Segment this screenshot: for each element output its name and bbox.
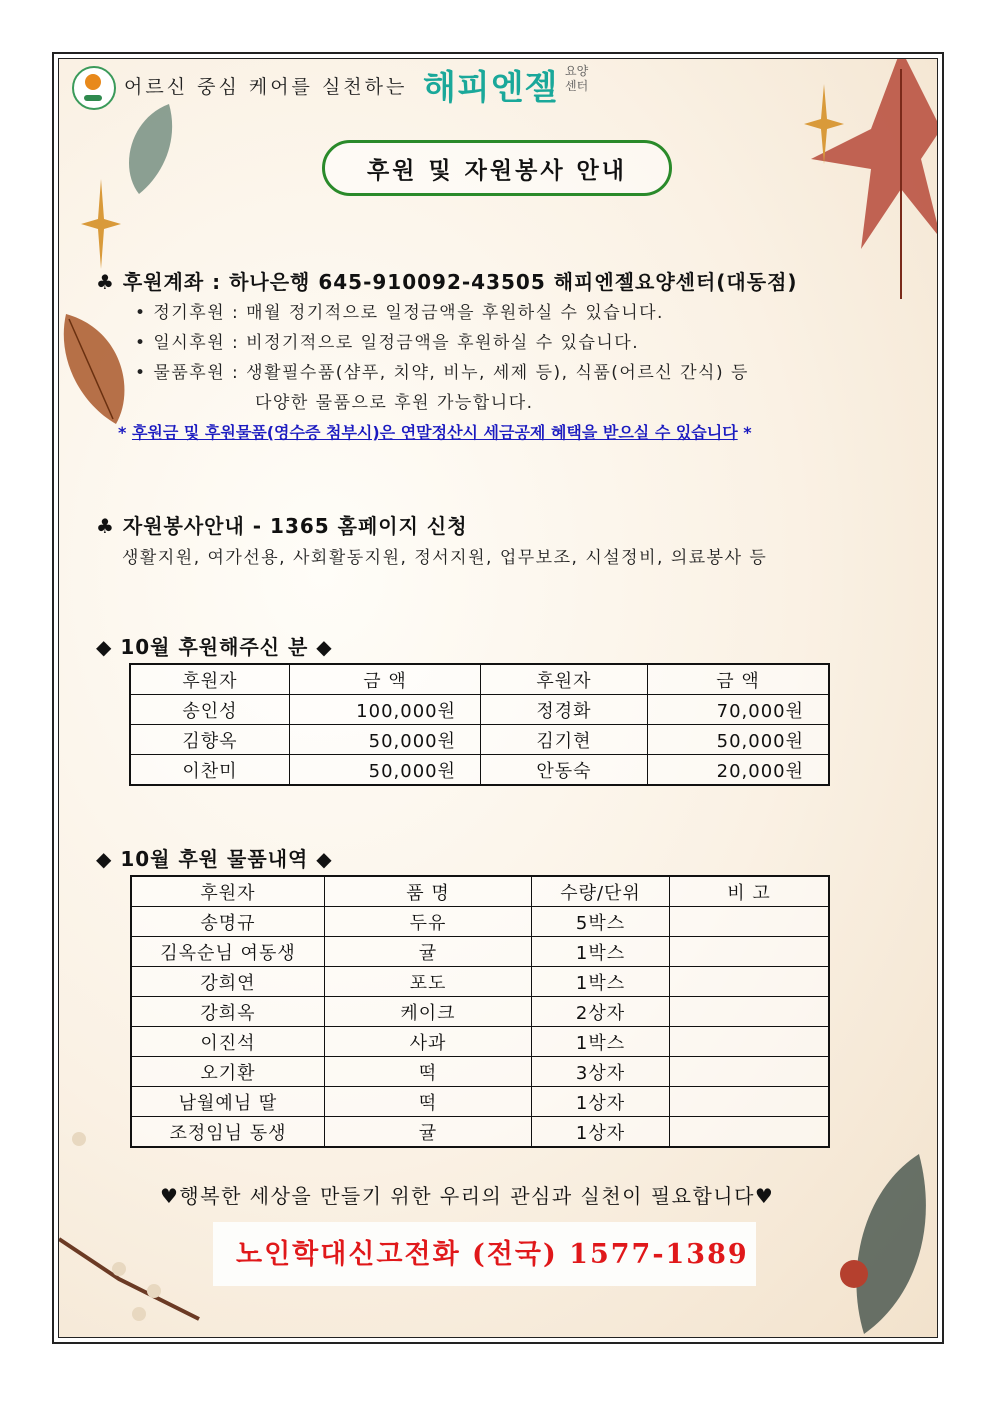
donation-amount: 70,000원 — [648, 695, 830, 725]
item-quantity: 3상자 — [532, 1057, 670, 1087]
dark-leaf-decoration — [824, 1149, 938, 1338]
donation-amount: 50,000원 — [648, 725, 830, 755]
item-name: 두유 — [325, 907, 532, 937]
donor-name: 정경화 — [481, 695, 648, 725]
item-name: 귤 — [325, 1117, 532, 1148]
donor-name: 이찬미 — [130, 755, 290, 786]
donor-name: 안동숙 — [481, 755, 648, 786]
donor-name: 이진석 — [131, 1027, 325, 1057]
item-quantity: 1박스 — [532, 937, 670, 967]
item-remark — [670, 907, 830, 937]
donation-amount: 100,000원 — [290, 695, 481, 725]
brand-sub: 요양 센터 — [565, 64, 589, 93]
donation-account-heading: ♣ 후원계좌 : 하나은행 645-910092-43505 해피엔젤요양센터(대동점) — [96, 270, 798, 294]
header-cell: 후원자 — [131, 876, 325, 907]
item-name: 포도 — [325, 967, 532, 997]
table-row — [131, 1027, 829, 1057]
donation-item-onetime: • 일시후원 : 비정기적으로 일정금액을 후원하실 수 있습니다. — [135, 333, 640, 353]
donor-name: 남월예님 딸 — [131, 1087, 325, 1117]
item-quantity: 2상자 — [532, 997, 670, 1027]
closing-message: ♥행복한 세상을 만들기 위한 우리의 관심과 실천이 필요합니다♥ — [160, 1184, 775, 1208]
donor-name: 오기환 — [131, 1057, 325, 1087]
star-decoration-2 — [804, 84, 844, 164]
table-header-row — [131, 876, 829, 907]
item-remark — [670, 937, 830, 967]
table-row — [130, 755, 829, 786]
table-row — [131, 997, 829, 1027]
item-remark — [670, 967, 830, 997]
donor-name: 김옥순님 여동생 — [131, 937, 325, 967]
tax-note-star-right: * — [743, 423, 752, 442]
money-table-heading: ◆ 10월 후원해주신 분 ◆ — [96, 635, 333, 659]
header-cell: 금 액 — [648, 664, 830, 695]
item-remark — [670, 1027, 830, 1057]
table-row — [131, 907, 829, 937]
logo-base-icon — [84, 95, 102, 101]
branch-berries-decoration — [59, 1119, 209, 1338]
table-row — [130, 725, 829, 755]
donation-item-goods-cont: 다양한 물품으로 후원 가능합니다. — [255, 393, 534, 413]
header-cell: 수량/단위 — [532, 876, 670, 907]
item-quantity: 1박스 — [532, 1027, 670, 1057]
slogan: 어르신 중심 케어를 실천하는 — [124, 76, 408, 98]
donor-name: 김기현 — [481, 725, 648, 755]
table-row — [131, 1117, 829, 1148]
tax-note-star-left: * — [118, 423, 127, 442]
table-row — [131, 967, 829, 997]
item-name: 케이크 — [325, 997, 532, 1027]
item-remark — [670, 1057, 830, 1087]
volunteer-heading: ♣ 자원봉사안내 - 1365 홈페이지 신청 — [96, 514, 468, 538]
donor-name: 강희옥 — [131, 997, 325, 1027]
item-name: 사과 — [325, 1027, 532, 1057]
donor-name: 강희연 — [131, 967, 325, 997]
goods-donation-table — [130, 875, 830, 1148]
item-remark — [670, 997, 830, 1027]
volunteer-body: 생활지원, 여가선용, 사회활동지원, 정서지원, 업무보조, 시설정비, 의료봉사 등 — [122, 548, 768, 568]
header-cell: 후원자 — [130, 664, 290, 695]
donation-item-regular: • 정기후원 : 매월 정기적으로 일정금액을 후원하실 수 있습니다. — [135, 303, 664, 323]
star-decoration — [81, 179, 121, 269]
item-name: 귤 — [325, 937, 532, 967]
item-quantity: 1상자 — [532, 1087, 670, 1117]
donation-item-goods: • 물품후원 : 생활필수품(샴푸, 치약, 비누, 세제 등), 식품(어르신 간식) 등 — [135, 363, 749, 383]
table-row — [131, 937, 829, 967]
item-quantity: 1박스 — [532, 967, 670, 997]
page-title: 후원 및 자원봉사 안내 — [322, 140, 672, 196]
tax-note-text: 후원금 및 후원물품(영수증 첨부시)은 연말정산시 세금공제 혜택을 받으실 수 있습니다 — [131, 423, 738, 442]
item-remark — [670, 1087, 830, 1117]
money-donor-table — [129, 663, 830, 786]
green-leaf-decoration — [119, 99, 179, 199]
donation-amount: 50,000원 — [290, 755, 481, 786]
header-cell: 품 명 — [325, 876, 532, 907]
header-cell: 금 액 — [290, 664, 481, 695]
donor-name: 김향옥 — [130, 725, 290, 755]
header-cell: 비 고 — [670, 876, 830, 907]
item-name: 떡 — [325, 1087, 532, 1117]
item-remark — [670, 1117, 830, 1148]
tax-note — [118, 420, 752, 443]
goods-table-heading: ◆ 10월 후원 물품내역 ◆ — [96, 847, 333, 871]
donation-amount: 20,000원 — [648, 755, 830, 786]
brand-name: 해피엔젤 — [423, 68, 559, 108]
table-row — [131, 1057, 829, 1087]
item-quantity: 1상자 — [532, 1117, 670, 1148]
brown-leaf-decoration — [61, 309, 131, 429]
elder-abuse-hotline: 노인학대신고전화 (전국) 1577-1389 — [236, 1239, 749, 1270]
donor-name: 조정임님 동생 — [131, 1117, 325, 1148]
table-header-row — [130, 664, 829, 695]
donation-amount: 50,000원 — [290, 725, 481, 755]
table-row — [131, 1087, 829, 1117]
item-quantity: 5박스 — [532, 907, 670, 937]
donor-name: 송인성 — [130, 695, 290, 725]
logo-mark-icon — [85, 74, 101, 90]
table-row — [130, 695, 829, 725]
item-name: 떡 — [325, 1057, 532, 1087]
header-cell: 후원자 — [481, 664, 648, 695]
donor-name: 송명규 — [131, 907, 325, 937]
